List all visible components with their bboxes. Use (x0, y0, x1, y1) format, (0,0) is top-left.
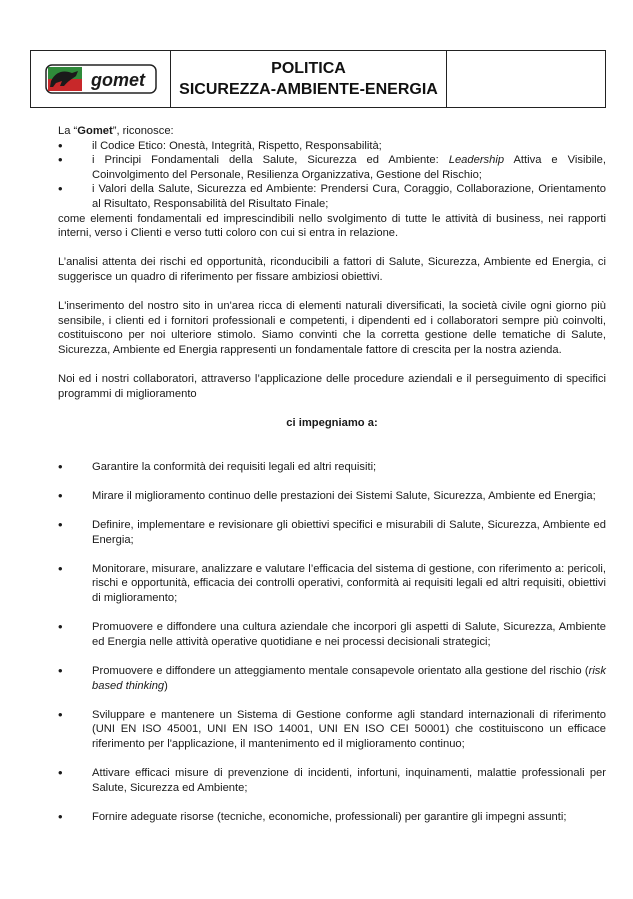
list-item: • Promuovere e diffondere un atteggiamento mentale consapevole orientato alla gestione del rischio (risk based thinking) (58, 664, 606, 693)
commitment-heading: ci impegniamo a: (286, 416, 378, 429)
logo-cell (31, 51, 171, 107)
title-line-2: SICUREZZA-AMBIENTE-ENERGIA (179, 81, 438, 98)
list-item: • Monitorare, misurare, analizzare e valutare l’efficacia del sistema di gestione, con riferimento a: pericoli, rischi e opportunità, efficacia dei controlli operativi, conformità ai requisiti legali ed altri requisiti, obiettivi di miglioramento; (58, 562, 606, 606)
document-header (30, 50, 606, 108)
company-name: Gomet (77, 125, 113, 137)
gomet-logo (42, 59, 160, 99)
paragraph-1: come elementi fondamentali ed imprescindibili nello svolgimento di tutte le attività di business, nei rapporti interni, verso i Clienti e verso tutti coloro con cui si entra in relazione. (58, 212, 606, 240)
list-item: • i Valori della Salute, Sicurezza ed Ambiente: Prendersi Cura, Coraggio, Collaborazione, Orientamento al Risultato, Responsabilità del Risultato Finale; (58, 182, 606, 211)
paragraph-4: Noi ed i nostri collaboratori, attraverso l’applicazione delle procedure aziendali e il perseguimento di specifici programmi di miglioramento (58, 373, 606, 400)
list-item: • Garantire la conformità dei requisiti legali ed altri requisiti; (58, 460, 606, 475)
list-item: • i Principi Fondamentali della Salute, Sicurezza ed Ambiente: Leadership Attiva e Visibile, Coinvolgimento del Personale, Resilienza Organizzativa, Gestione del Rischio; (58, 153, 606, 182)
list-item: • Attivare efficaci misure di prevenzione di incidenti, infortuni, inquinamenti, malattie professionali per Salute, Sicurezza ed Ambiente; (58, 766, 606, 795)
list-item: • il Codice Etico: Onestà, Integrità, Rispetto, Responsabilità; (58, 139, 606, 154)
list-item: • Mirare il miglioramento continuo delle prestazioni dei Sistemi Salute, Sicurezza, Ambiente ed Energia; (58, 489, 606, 504)
policy-title (171, 51, 447, 107)
header-blank-cell (447, 51, 605, 107)
paragraph-3: L'inserimento del nostro sito in un'area ricca di elementi naturali diversificati, la società civile ogni giorno più sensibile, i clienti ed i fornitori professionali e competenti, i dipendenti ed i collaboratori sempre più coinvolti, costituiscono per noi ulteriore stimolo. Siamo convinti che la corretta gestione delle tematiche di Salute, Sicurezza, Ambiente ed Energia rappresenti un fondamentale fattore di crescita per la nostra azienda. (58, 300, 606, 356)
intro-line: La “Gomet”, riconosce: (58, 125, 174, 137)
list-item: • Sviluppare e mantenere un Sistema di Gestione conforme agli standard internazionali di riferimento (UNI EN ISO 45001, UNI EN ISO 14001, UNI EN ISO CEI 50001) che costituiscono un efficace riferimento per l'applicazione, il mantenimento ed il miglioramento continuo; (58, 708, 606, 752)
paragraph-2: L’analisi attenta dei rischi ed opportunità, riconducibili a fattori di Salute, Sicurezza, Ambiente ed Energia, ci suggerisce un quadro di riferimento per fissare ambiziosi obiettivi. (58, 256, 606, 283)
logo-wordmark: gomet (90, 70, 145, 90)
commitments-list (58, 460, 606, 825)
list-item: • Promuovere e diffondere una cultura aziendale che incorpori gli aspetti di Salute, Sicurezza, Ambiente ed Energia nelle attività operative quotidiane e nei processi decisionali strategici; (58, 620, 606, 649)
list-item: • Definire, implementare e revisionare gli obiettivi specifici e misurabili di Salute, Sicurezza, Ambiente ed Energia; (58, 518, 606, 547)
policy-body (58, 124, 606, 839)
recognitions-list (58, 139, 606, 212)
list-item: • Fornire adeguate risorse (tecniche, economiche, professionali) per garantire gli impegni assunti; (58, 810, 606, 825)
title-line-1: POLITICA (271, 60, 346, 77)
